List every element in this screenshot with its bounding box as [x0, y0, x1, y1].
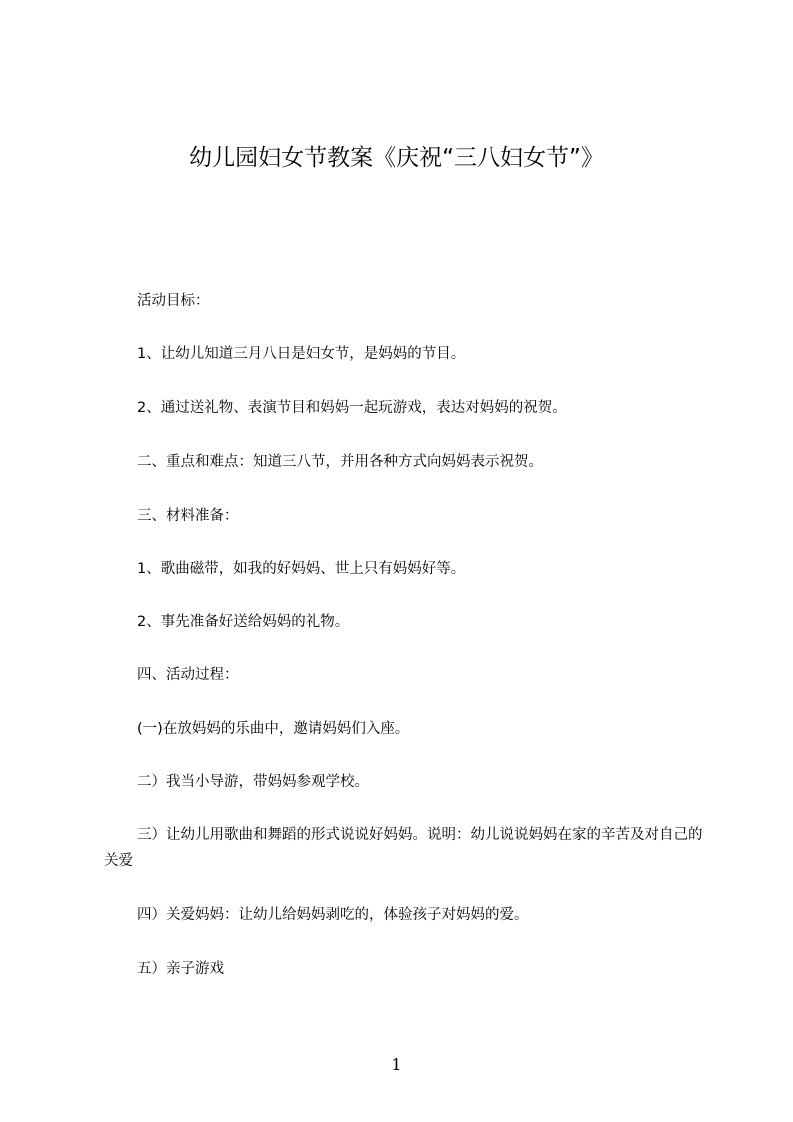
paragraph-process-1: (一)在放妈妈的乐曲中，邀请妈妈们入座。 [137, 721, 410, 737]
document-title: 幼儿园妇女节教案《庆祝“三八妇女节”》 [189, 145, 604, 171]
paragraph-material-2: 2、事先准备好送给妈妈的礼物。 [137, 614, 350, 630]
paragraph-process-2: 二）我当小导游，带妈妈参观学校。 [137, 774, 369, 790]
paragraph-goal-1: 1、让幼儿知道三月八日是妇女节，是妈妈的节目。 [137, 346, 466, 362]
paragraph-material-1: 1、歌曲磁带，如我的好妈妈、世上只有妈妈好等。 [137, 561, 466, 577]
paragraph-process-heading: 四、活动过程： [137, 667, 239, 683]
paragraph-materials-heading: 三、材料准备： [137, 508, 239, 524]
paragraph-key-points: 二、重点和难点：知道三八节，并用各种方式向妈妈表示祝贺。 [137, 454, 543, 470]
paragraph-process-4: 四）关爱妈妈：让幼儿给妈妈剥吃的，体验孩子对妈妈的爱。 [137, 907, 529, 923]
paragraph-activity-goals: 活动目标： [137, 293, 210, 309]
paragraph-process-3: 三）让幼儿用歌曲和舞蹈的形式说说好妈妈。说明：幼儿说说妈妈在家的辛苦及对自己的关爱 [104, 827, 703, 869]
page-number: 1 [391, 1055, 402, 1074]
paragraph-process-5: 五）亲子游戏 [137, 961, 224, 977]
paragraph-goal-2: 2、通过送礼物、表演节目和妈妈一起玩游戏，表达对妈妈的祝贺。 [137, 400, 567, 416]
